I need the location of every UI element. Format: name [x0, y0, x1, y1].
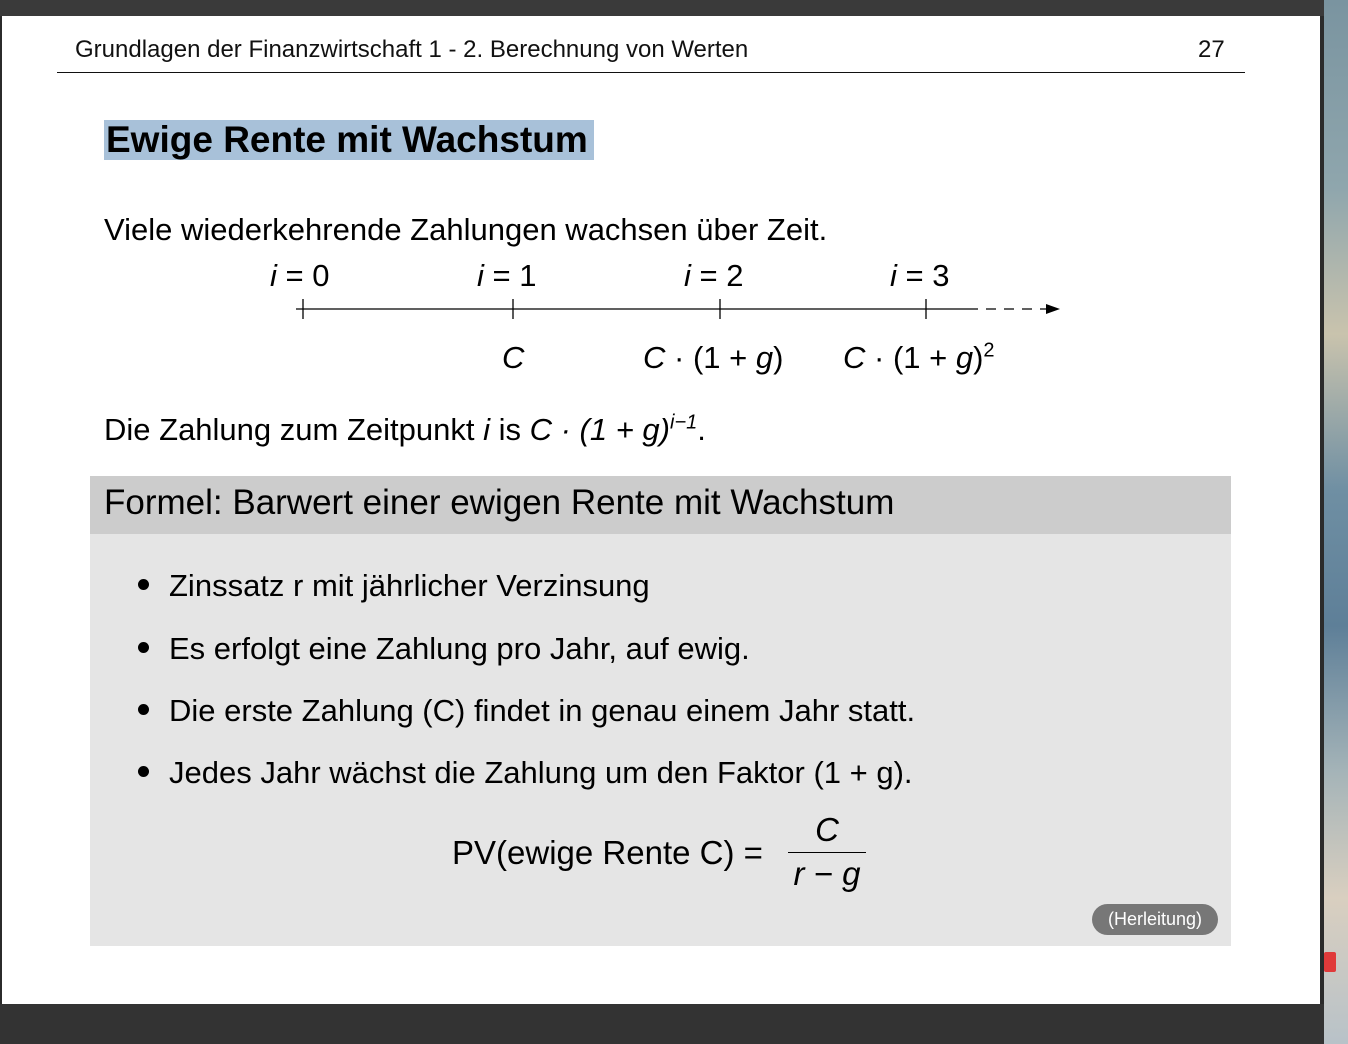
intro-text: Viele wiederkehrende Zahlungen wachsen über Zeit. [104, 212, 828, 247]
payment-formula-text: Die Zahlung zum Zeitpunkt i is $C \cdot (1 + g)^{i-1}$. [104, 411, 706, 447]
timeline-period-label: i = 2 [684, 258, 744, 293]
timeline-period-label: i = 1 [477, 258, 537, 293]
timeline-period-label: i = 0 [270, 258, 330, 293]
formula-block-title: Formel: Barwert einer ewigen Rente mit Wachstum [90, 476, 1231, 534]
presentation-slide [2, 16, 1320, 1004]
timeline-cashflow-label: C · (1 + g) [643, 340, 784, 375]
formula-block [90, 476, 1231, 946]
timeline-axis [292, 296, 1072, 326]
formula-fraction [788, 812, 866, 893]
list-item: Die erste Zahlung (C) findet in genau einem Jahr statt. [138, 693, 915, 729]
timeline-cashflow-label: C [502, 340, 525, 375]
bullet-icon [138, 766, 149, 777]
formula-denominator: r − g [793, 855, 861, 892]
list-item: Jedes Jahr wächst die Zahlung um den Faktor (1 + g). [138, 755, 913, 791]
desktop-red-marker [1324, 952, 1336, 972]
timeline-cashflow-label: $C \cdot (1 + g)^2$ [843, 339, 995, 375]
formula-lhs: PV(ewige Rente C) = [452, 834, 763, 871]
window-top-bar [0, 0, 1348, 16]
derivation-button[interactable]: (Herleitung) [1092, 904, 1218, 935]
formula-numerator: C [815, 811, 839, 848]
header-divider [57, 72, 1245, 73]
bullet-icon [138, 579, 149, 590]
timeline-period-label: i = 3 [890, 258, 950, 293]
list-item: Zinssatz r mit jährlicher Verzinsung [138, 568, 650, 604]
slide-header-title: Grundlagen der Finanzwirtschaft 1 - 2. Berechnung von Werten [75, 36, 749, 63]
slide-page-number: 27 [1198, 36, 1225, 63]
frame-title: Ewige Rente mit Wachstum [104, 120, 594, 160]
viewer-bottom-bar [0, 1004, 1324, 1044]
list-item: Es erfolgt eine Zahlung pro Jahr, auf ewig. [138, 631, 750, 667]
bullet-icon [138, 704, 149, 715]
desktop-background-strip [1324, 0, 1348, 1044]
bullet-icon [138, 642, 149, 653]
